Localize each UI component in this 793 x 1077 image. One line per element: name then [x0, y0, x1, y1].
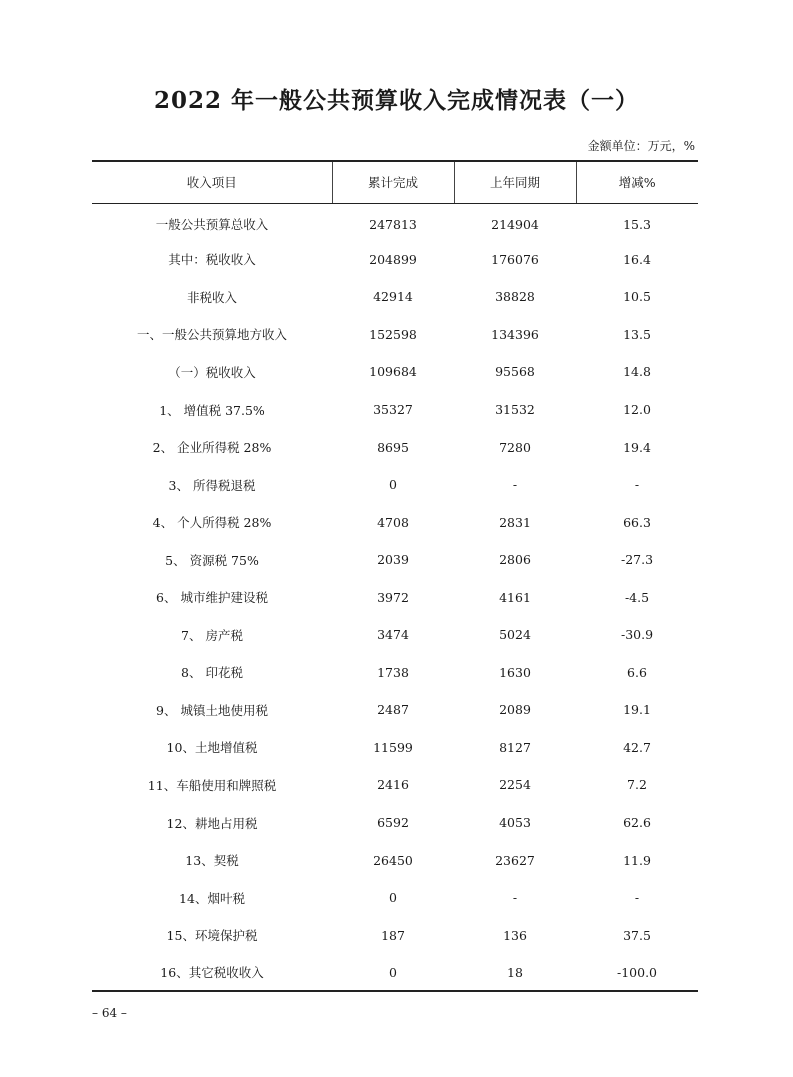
row-item-name: 1、 增值税 37.5%	[159, 402, 265, 418]
table-row	[92, 916, 698, 954]
row-change: 66.3	[623, 514, 651, 530]
row-cumulative: 0	[389, 890, 397, 906]
row-cumulative: 204899	[369, 251, 417, 267]
row-cumulative: 2416	[377, 777, 409, 793]
row-cumulative: 3972	[377, 589, 409, 605]
row-item-name: 11、车船使用和牌照税	[147, 777, 277, 793]
row-last-year: 1630	[499, 664, 531, 680]
row-change: 6.6	[627, 664, 647, 680]
table-row	[92, 691, 698, 729]
table-body	[92, 203, 698, 991]
row-cumulative: 6592	[377, 815, 409, 831]
row-change: 15.3	[623, 216, 651, 232]
table-row	[92, 879, 698, 917]
table-row	[92, 353, 698, 391]
row-last-year: 8127	[499, 739, 531, 755]
table-row	[92, 541, 698, 579]
table-row	[92, 316, 698, 354]
table-row	[92, 466, 698, 504]
header-revenue-item: 收入项目	[92, 161, 332, 203]
row-change: -27.3	[620, 552, 654, 568]
table-row	[92, 278, 698, 316]
row-cumulative: 11599	[373, 739, 413, 755]
row-cumulative: 4708	[377, 514, 409, 530]
table-row	[92, 954, 698, 992]
row-cumulative: 42914	[373, 289, 413, 305]
row-change: -	[634, 477, 640, 493]
row-change: 37.5	[623, 927, 651, 943]
table-row	[92, 841, 698, 879]
row-item-name: 7、 房产税	[181, 627, 243, 643]
row-last-year: 2254	[499, 777, 531, 793]
row-last-year: 2089	[499, 702, 531, 718]
page-number: – 64 –	[92, 1006, 127, 1020]
row-change: 62.6	[623, 815, 651, 831]
row-cumulative: 35327	[373, 402, 413, 417]
row-change: -30.9	[620, 627, 654, 643]
row-change: 19.4	[623, 439, 651, 455]
table-row	[92, 804, 698, 842]
table-row	[92, 241, 698, 279]
table-row	[92, 428, 698, 466]
row-item-name: （一）税收收入	[168, 364, 256, 380]
row-cumulative: 3474	[377, 627, 409, 643]
row-last-year: 2806	[499, 552, 531, 568]
unit-note: 金额单位：万元，%	[587, 139, 695, 153]
row-cumulative: 26450	[373, 852, 413, 868]
row-item-name: 10、土地增值税	[166, 740, 258, 756]
row-last-year: 23627	[495, 852, 535, 868]
row-item-name: 15、环境保护税	[166, 928, 258, 944]
row-last-year: 95568	[495, 364, 535, 380]
row-item-name: 6、 城市维护建设税	[156, 590, 268, 606]
row-cumulative: 0	[332, 954, 454, 992]
row-item-name: 4、 个人所得税 28%	[152, 515, 272, 531]
row-change: 10.5	[623, 289, 651, 305]
table-header-row	[92, 161, 698, 203]
row-last-year: 214904	[491, 216, 539, 232]
row-change: 14.8	[623, 364, 651, 380]
row-item-name: 一、一般公共预算地方收入	[136, 327, 287, 343]
row-change: -4.5	[624, 589, 650, 605]
table-row	[92, 766, 698, 804]
row-change: 12.0	[623, 402, 651, 417]
row-last-year: 7280	[499, 439, 531, 455]
row-cumulative: 8695	[377, 439, 409, 455]
row-change: 13.5	[623, 326, 651, 342]
row-item-name: 2、 企业所得税 28%	[152, 440, 272, 456]
row-item-name: 3、 所得税退税	[168, 477, 256, 493]
row-cumulative: 109684	[369, 364, 417, 380]
row-cumulative: 2039	[377, 552, 409, 568]
row-last-year: 4053	[499, 815, 531, 831]
row-last-year: 18	[454, 954, 576, 992]
table-row	[92, 616, 698, 654]
row-last-year: 4161	[499, 589, 531, 605]
row-last-year: 176076	[491, 251, 539, 267]
row-change: 19.1	[623, 702, 651, 718]
row-item-name: 8、 印花税	[181, 665, 243, 681]
table-row	[92, 203, 698, 241]
row-cumulative: 247813	[369, 216, 417, 232]
row-item-name: 非税收入	[186, 289, 237, 305]
row-change: 7.2	[627, 777, 647, 793]
row-last-year: -	[512, 890, 518, 906]
row-change: 11.9	[623, 852, 651, 868]
row-item-name: 16、其它税收收入	[92, 954, 332, 992]
row-last-year: 5024	[499, 627, 531, 643]
row-cumulative: 187	[381, 927, 405, 943]
table-row	[92, 503, 698, 541]
row-last-year: -	[512, 477, 518, 493]
page-title: 2022 年一般公共预算收入完成情况表（一）	[153, 87, 640, 114]
row-change: -	[634, 890, 640, 906]
row-last-year: 134396	[491, 326, 539, 342]
table-row	[92, 578, 698, 616]
row-last-year: 31532	[495, 402, 535, 417]
row-change: -100.0	[576, 954, 698, 992]
row-change: 42.7	[623, 739, 651, 755]
row-last-year: 136	[503, 927, 527, 943]
row-item-name: 9、 城镇土地使用税	[156, 702, 268, 718]
row-item-name: 13、契税	[185, 853, 239, 869]
row-last-year: 2831	[499, 514, 531, 530]
row-item-name: 其中：税收收入	[168, 252, 256, 268]
row-item-name: 5、 资源税 75%	[165, 552, 259, 568]
row-item-name: 一般公共预算总收入	[155, 217, 269, 233]
header-change-percent: 增减%	[576, 161, 698, 203]
row-cumulative: 0	[389, 477, 397, 493]
header-cumulative: 累计完成	[332, 161, 454, 203]
row-item-name: 14、烟叶税	[179, 890, 245, 906]
row-cumulative: 1738	[377, 664, 409, 680]
row-change: 16.4	[623, 251, 651, 267]
table-row	[92, 391, 698, 429]
row-item-name: 12、耕地占用税	[166, 815, 258, 831]
row-cumulative: 152598	[369, 326, 417, 342]
budget-revenue-table	[92, 160, 698, 992]
row-last-year: 38828	[495, 289, 535, 305]
table-row	[92, 729, 698, 767]
header-last-year: 上年同期	[454, 161, 576, 203]
table-row	[92, 654, 698, 692]
row-cumulative: 2487	[377, 702, 409, 718]
